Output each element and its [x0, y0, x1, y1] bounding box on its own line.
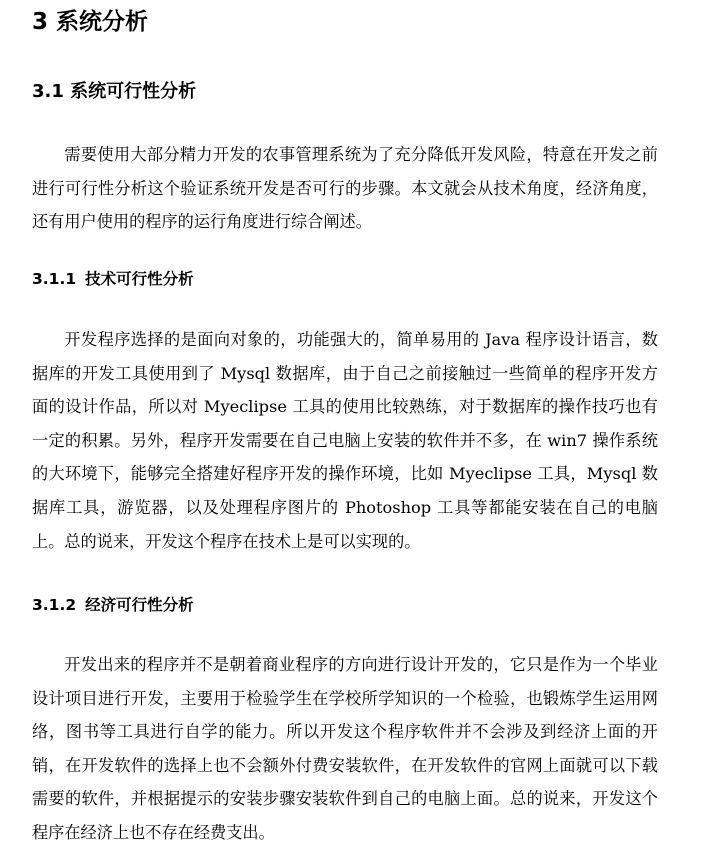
subsection-heading-economic: [32, 592, 194, 618]
economic-feasibility-paragraph: 开发出来的程序并不是朝着商业程序的方向进行设计开发的，它只是作为一个毕业设计项目进行开发，主要用于检验学生在学校所学知识的一个检验，也锻炼学生运用网络，图书等工具进行自学的能力。所以开发这个程序软件并不会涉及到经济上面的开销，在开发软件的选择上也不会额外付费安装软件，在开发软件的官网上面就可以下载需要的软件，并根据提示的安装步骤安装软件到自己的电脑上面。总的说来，开发这个程序在经济上也不存在经费支出。: [32, 655, 658, 842]
subsection-title: 经济可行性分析: [85, 596, 194, 614]
chapter-heading: 3 系统分析: [32, 9, 149, 35]
subsection-number: 3.1.1: [32, 270, 77, 288]
subsection-title: 技术可行性分析: [85, 270, 194, 288]
section-heading: 3.1 系统可行性分析: [32, 81, 197, 102]
technical-feasibility-paragraph: 开发程序选择的是面向对象的，功能强大的，简单易用的 Java 程序设计语言，数据库的开发工具使用到了 Mysql 数据库，由于自己之前接触过一些简单的程序开发方面的设计作品，所以对 Myeclipse 工具的使用比较熟练，对于数据库的操作技巧也有一定的积累。另外，程序开发需要在自己电脑上安装的软件并不多，在 win7 操作系统的大环境下，能够完全搭建好程序开发的操作环境，比如 Myeclipse 工具，Mysql 数据库工具，游览器，以及处理程序图片的 Photoshop 工具等都能安装在自己的电脑上。总的说来，开发这个程序在技术上是可以实现的。: [32, 330, 658, 551]
section-intro-paragraph: 需要使用大部分精力开发的农事管理系统为了充分降低开发风险，特意在开发之前进行可行性分析这个验证系统开发是否可行的步骤。本文就会从技术角度，经济角度，还有用户使用的程序的运行角度进行综合阐述。: [32, 145, 658, 232]
subsection-heading-technical: [32, 266, 194, 292]
subsection-number: 3.1.2: [32, 596, 77, 614]
